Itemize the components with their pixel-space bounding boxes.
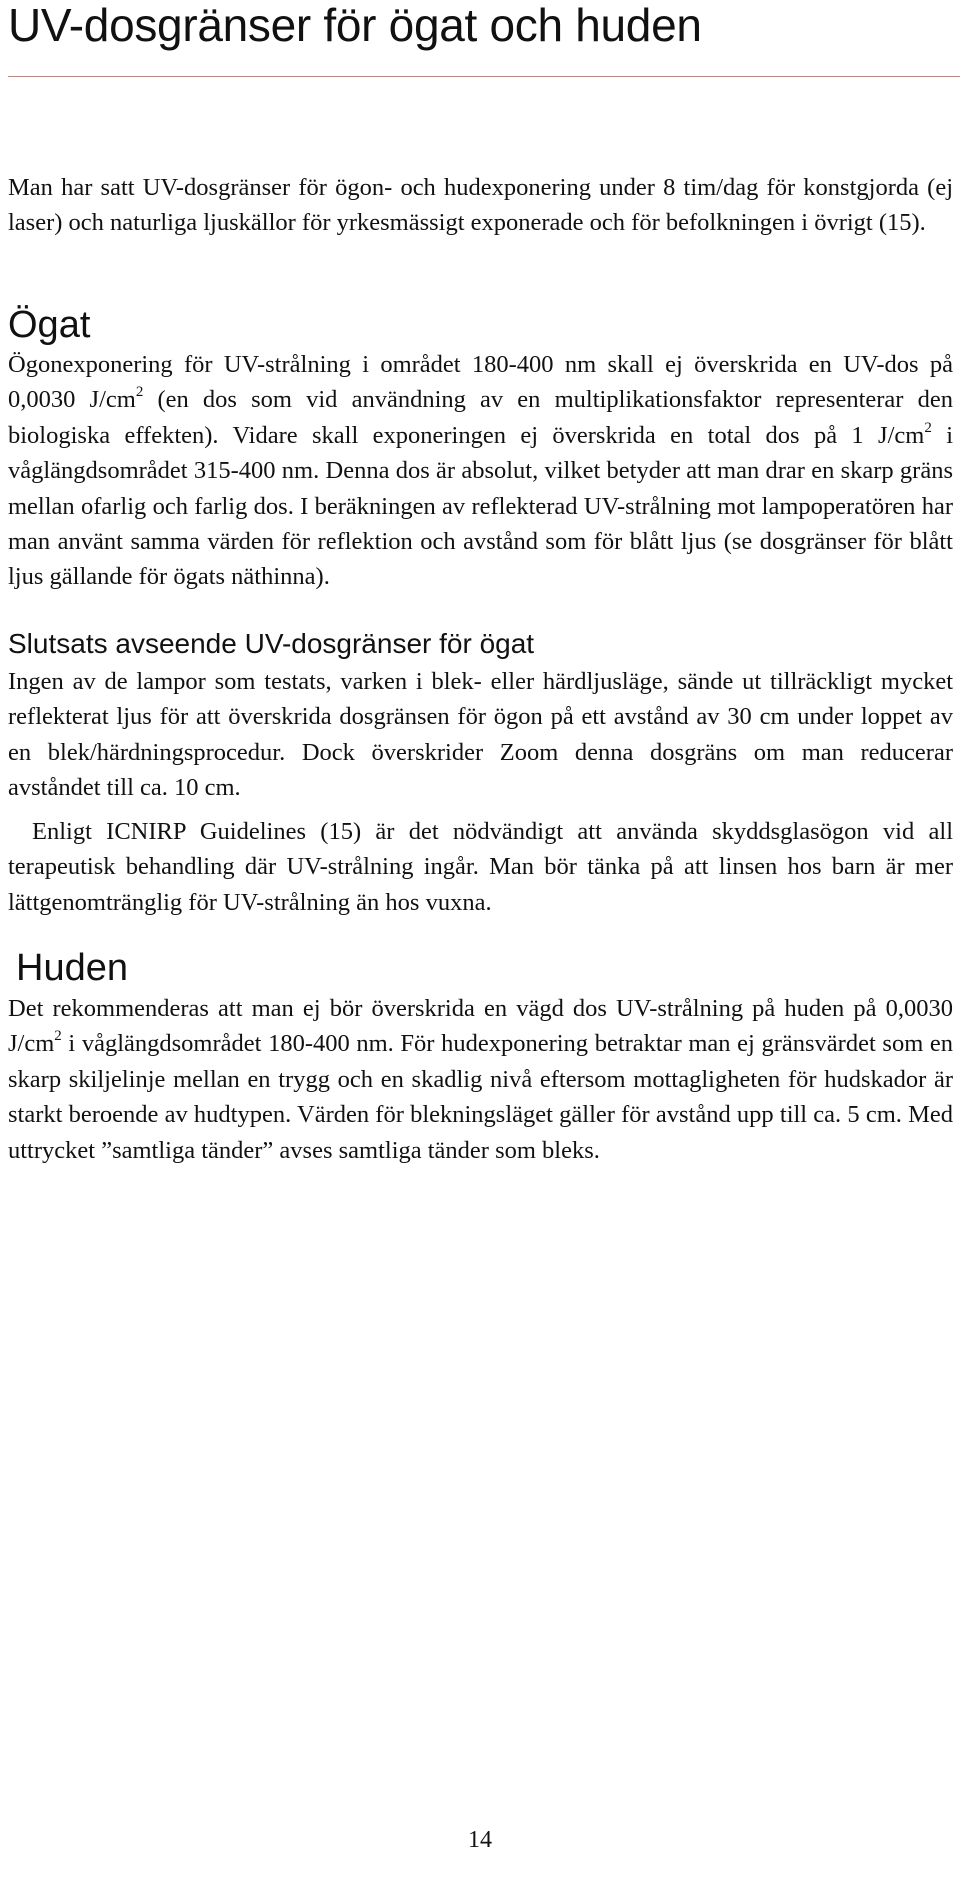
skin-text-1: Det rekommenderas att man ej bör överskrida en vägd dos UV-strålning på huden på 0,0030 J/cm (8, 995, 953, 1058)
conclusion-paragraph-1: Ingen av de lampor som testats, varken i blek- eller härdljusläge, sände ut tillräckligt mycket reflekterat ljus för att överskrida dosgränsen för ögon på ett avstånd av 30 cm under loppet av en blek/härdningsprocedur. Dock överskrider Zoom denna dosgräns om man reducerar avståndet till ca. 10 cm. (8, 668, 953, 802)
title-divider (8, 76, 960, 77)
conclusion-paragraph-2: Enligt ICNIRP Guidelines (15) är det nödvändigt att använda skyddsglasögon vid all terapeutisk behandling där UV-strålning ingår. Man bör tänka på att linsen hos barn är mer lättgenomtränglig för UV-strålning än hos vuxna. (8, 818, 953, 916)
eye-text-2: (en dos som vid användning av en multiplikationsfaktor representerar den biologiska effekten). Vidare skall exponeringen ej överskrida en total dos på 1 J/cm (8, 386, 953, 449)
intro-paragraph: Man har satt UV-dosgränser för ögon- och hudexponering under 8 tim/dag för konstgjorda (ej laser) och naturliga ljuskällor för yrkesmässigt exponerade och för befolkningen i övrigt (15). (8, 174, 953, 237)
skin-text-2: i våglängdsområdet 180-400 nm. För hudexponering betraktar man ej gränsvärdet som en skarp skiljelinje mellan en trygg och en skadlig nivå eftersom mottagligheten för hudskador är starkt beroende av hudtypen. Värden för blekningsläget gäller för avstånd upp till ca. 5 cm. Med uttrycket ”samtliga tänder” avses samtliga tänder som bleks. (8, 1030, 953, 1164)
eye-superscript-2: 2 (924, 419, 932, 436)
eye-paragraph (8, 347, 953, 595)
section-heading-skin: Huden (16, 947, 128, 989)
page-title: UV-dosgränser för ögat och huden (8, 0, 702, 51)
skin-paragraph (8, 991, 953, 1168)
section-heading-conclusion: Slutsats avseende UV-dosgränser för ögat (8, 628, 535, 659)
eye-superscript-1: 2 (135, 384, 144, 401)
eye-text-1: Ögonexponering för UV-strålning i området 180-400 nm skall ej överskrida en UV-dos på 0,0030 J/cm (8, 351, 953, 414)
section-heading-eye: Ögat (8, 304, 91, 346)
eye-text-3: i våglängdsområdet 315-400 nm. Denna dos är absolut, vilket betyder att man drar en skarp gräns mellan ofarlig och farlig dos. I beräkningen av reflekterad UV-strålning mot lampoperatören har man använt samma värden för reflektion och avstånd som för blått ljus (se dosgränser för blått ljus gällande för ögats näthinna). (8, 421, 953, 591)
skin-superscript-1: 2 (54, 1028, 62, 1045)
page-number: 14 (468, 1827, 492, 1853)
